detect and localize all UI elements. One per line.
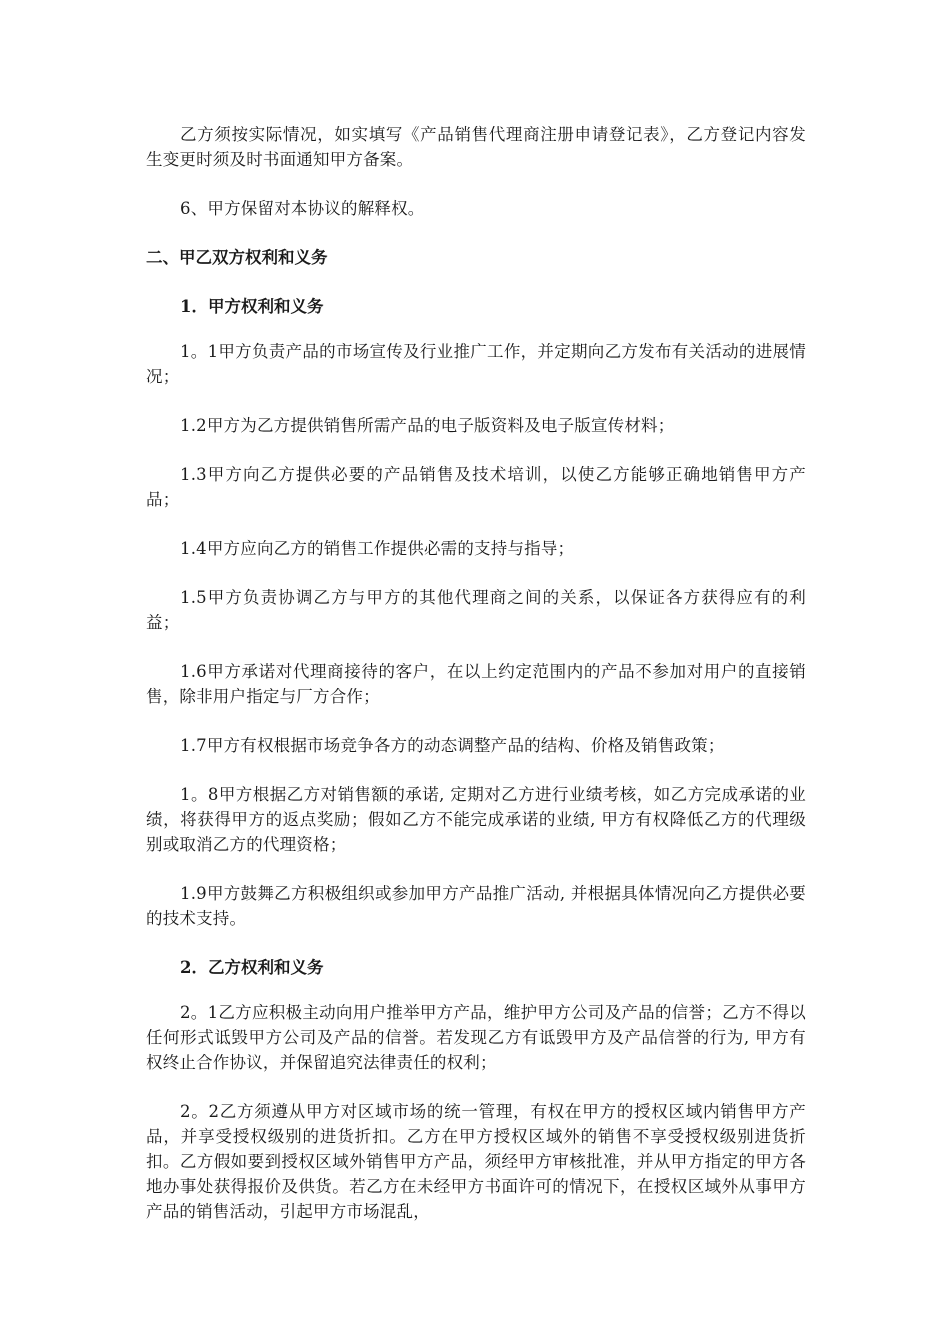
paragraph-interpretation-right: 6、甲方保留对本协议的解释权。 (180, 199, 425, 218)
clause-2-2: 2。2乙方须遵从甲方对区域市场的统一管理，有权在甲方的授权区域内销售甲方产品，并享受授权级别的进货折扣。乙方在甲方授权区域外的销售不享受授权级别进货折扣。乙方假如要到授权区域外销售甲方产品，须经甲方审核批准，并从甲方指定的甲方各地办事处获得报价及供货。若乙方在未经甲方书面许可的情况下，在授权区域外从事甲方产品的销售活动，引起甲方市场混乱， (146, 1102, 806, 1221)
clause-1-2: 1.2甲方为乙方提供销售所需产品的电子版资料及电子版宣传材料； (180, 416, 675, 435)
clause-1-5: 1.5甲方负责协调乙方与甲方的其他代理商之间的关系，以保证各方获得应有的利益； (146, 588, 806, 632)
clause-2-1: 2。1乙方应积极主动向用户推举甲方产品，维护甲方公司及产品的信誉；乙方不得以任何形式诋毁甲方公司及产品的信誉。若发现乙方有诋毁甲方及产品信誉的行为, 甲方有权终止合作协议，并保留追究法律责任的权利； (146, 1003, 806, 1072)
section-heading-rights-obligations: 二、甲乙双方权利和义务 (146, 248, 328, 267)
document-page (146, 122, 806, 1248)
clause-1-6: 1.6甲方承诺对代理商接待的客户，在以上约定范围内的产品不参加对用户的直接销售，除非用户指定与厂方合作； (146, 662, 806, 706)
clause-1-3: 1.3甲方向乙方提供必要的产品销售及技术培训，以使乙方能够正确地销售甲方产品； (146, 465, 806, 509)
clause-1-8: 1。8甲方根据乙方对销售额的承诺, 定期对乙方进行业绩考核，如乙方完成承诺的业绩，将获得甲方的返点奖励；假如乙方不能完成承诺的业绩, 甲方有权降低乙方的代理级别或取消乙方的代理资格； (146, 785, 806, 854)
subheading-party-a: 1．甲方权利和义务 (180, 297, 324, 316)
clause-1-7: 1.7甲方有权根据市场竞争各方的动态调整产品的结构、价格及销售政策； (180, 736, 725, 755)
clause-1-9: 1.9甲方鼓舞乙方积极组织或参加甲方产品推广活动, 并根据具体情况向乙方提供必要的技术支持。 (146, 884, 806, 928)
clause-1-4: 1.4甲方应向乙方的销售工作提供必需的支持与指导； (180, 539, 575, 558)
subheading-party-b: 2．乙方权利和义务 (180, 958, 324, 977)
clause-1-1: 1。1甲方负责产品的市场宣传及行业推广工作，并定期向乙方发布有关活动的进展情况； (146, 342, 806, 386)
paragraph-registration: 乙方须按实际情况，如实填写《产品销售代理商注册申请登记表》，乙方登记内容发生变更时须及时书面通知甲方备案。 (146, 125, 806, 169)
